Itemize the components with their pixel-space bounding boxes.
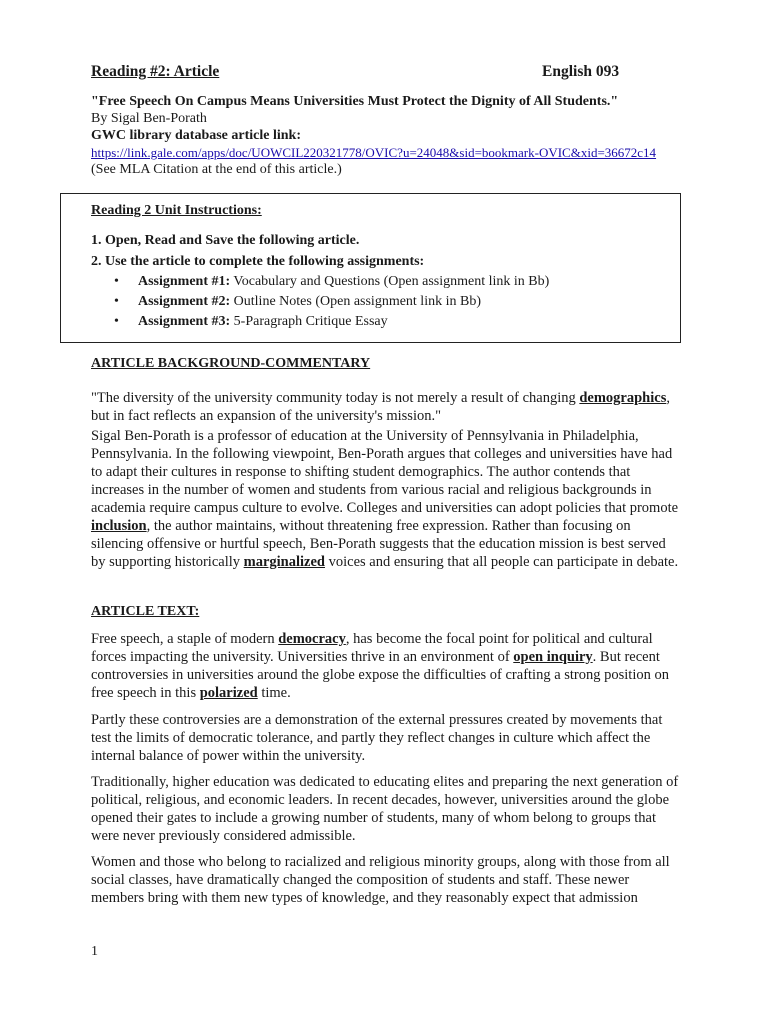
- instructions-heading: Reading 2 Unit Instructions:: [91, 203, 262, 218]
- article-paragraph: Free speech, a staple of modern democracy, has become the focal point for political and cultural forces impacting the university. Universities thrive in an environment of open inquiry. But recent controversies in universities around the globe expose the difficulties of crafting a strong position on free speech in this polarized time.: [91, 631, 669, 701]
- reading-title: Reading #2: Article: [91, 63, 220, 80]
- vocab-term: marginalized: [243, 554, 325, 570]
- bullet-icon: •: [114, 314, 119, 329]
- page-number: 1: [91, 944, 98, 959]
- vocab-term: democracy: [278, 631, 346, 647]
- assignment-label: Assignment #1:: [138, 274, 231, 289]
- course-code: English 093: [542, 63, 620, 80]
- assignment-item: [114, 273, 549, 290]
- vocab-term: open inquiry: [513, 649, 593, 665]
- assignment-text: Vocabulary and Questions (Open assignment link in Bb): [230, 274, 550, 289]
- background-heading: ARTICLE BACKGROUND-COMMENTARY: [91, 356, 371, 371]
- vocab-term: demographics: [579, 390, 667, 406]
- assignment-label: Assignment #3:: [138, 314, 231, 329]
- vocab-term: inclusion: [91, 518, 147, 534]
- background-quote: "The diversity of the university community today is not merely a result of changing demographics, but in fact reflects an expansion of the university's mission.": [91, 390, 670, 424]
- article-database-link[interactable]: https://link.gale.com/apps/doc/UOWCIL220321778/OVIC?u=24048&sid=bookmark-OVIC&xid=36672c14: [91, 145, 657, 160]
- background-paragraph: Sigal Ben-Porath is a professor of education at the University of Pennsylvania in Philadelphia, Pennsylvania. In the following viewpoint, Ben-Porath argues that colleges and universities have had to adapt their cultures in response to shifting student demographics. The author contends that increases in the number of women and students from various racial and religious backgrounds in academia require campus culture to evolve. Colleges and universities can adopt policies that promote inclusion, the author maintains, without threatening free expression. Rather than focusing on silencing offensive or hurtful speech, Ben-Porath suggests that the education mission is best served by supporting historically marginalized voices and ensuring that all people can participate in debate.: [91, 428, 679, 570]
- article-paragraph: Partly these controversies are a demonstration of the external pressures created by movements that test the limits of democratic tolerance, and partly they reflect changes in culture which affect the internal balance of power within the university.: [91, 712, 663, 764]
- article-text-heading: ARTICLE TEXT:: [91, 604, 200, 619]
- bullet-icon: •: [114, 274, 119, 289]
- assignment-text: 5-Paragraph Critique Essay: [230, 314, 388, 329]
- mla-citation-note: (See MLA Citation at the end of this article.): [91, 162, 342, 177]
- database-link-label: GWC library database article link:: [91, 128, 301, 143]
- instruction-step-1: 1. Open, Read and Save the following article.: [91, 233, 360, 248]
- assignment-item: [114, 293, 481, 310]
- assignment-label: Assignment #2:: [138, 294, 231, 309]
- byline: By Sigal Ben-Porath: [91, 111, 207, 126]
- article-paragraph: Women and those who belong to racialized and religious minority groups, along with those from all social classes, have dramatically changed the composition of students and staff. These newer members bring with them new types of knowledge, and they reasonably expect that admission: [91, 854, 670, 906]
- assignment-item: [114, 313, 388, 330]
- assignment-text: Outline Notes (Open assignment link in Bb): [230, 294, 481, 309]
- article-title: "Free Speech On Campus Means Universities Must Protect the Dignity of All Students.": [91, 94, 619, 109]
- bullet-icon: •: [114, 294, 119, 309]
- instruction-step-2: 2. Use the article to complete the following assignments:: [91, 254, 425, 269]
- article-paragraph: Traditionally, higher education was dedicated to educating elites and preparing the next generation of political, religious, and economic leaders. In recent decades, however, universities around the globe opened their gates to include a growing number of students, many of whom belong to groups that were never previously considered admissible.: [91, 774, 679, 844]
- vocab-term: polarized: [199, 685, 258, 701]
